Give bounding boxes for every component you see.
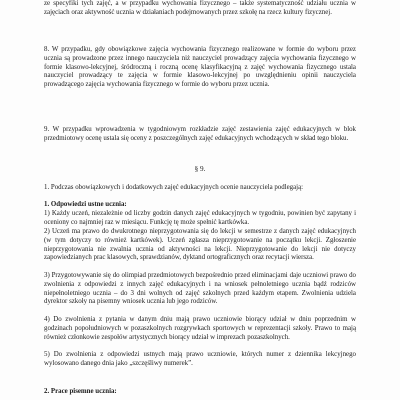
paragraph-9	[44, 126, 356, 144]
paragraph-text: 8. W przypadku, gdy obowiązkowe zajęcia wychowania fizycznego realizowane w formie do wyboru przez ucznia są prowadzone przez innego nauczyciela niż nauczyciel prowadzący zajęcia wychowania fizycznego w formie klasowo-lekcyjnej, śródroczną i roczną ocenę klasyfikacyjną z zajęć wychowania fizycznego ustala nauczyciel prowadzący te zajęcia w formie klasowo-lekcyjnej po uwzględnieniu opinii nauczyciela prowadzącego zajęcia wychowania fizycznego w formie do wyboru przez ucznia.	[44, 46, 356, 89]
item-text: 5) Do zwolnienia z odpowiedzi ustnych mają prawo uczniowie, których numer z dziennika lekcyjnego wylosowano danego dnia jako „szczęśliwy numerek”.	[44, 351, 356, 367]
item-text: 4) Do zwolnienia z pytania w danym dniu mają prawo uczniowie biorący udział w dniu poprzednim w godzinach popołudniowych w pozaszkolnych rozgrywkach sportowych w reprezentacji szkoły. Prawo to mają również członkowie zespołów artystycznych biorący udział w imprezach pozaszkolnych.	[44, 316, 356, 341]
item-4	[44, 316, 356, 342]
subheading-oral-answers	[44, 201, 356, 210]
paragraph-text: ze specyfiki tych zajęć, a w przypadku wychowania fizycznego – także systematyczność udziału ucznia w zajęciach oraz aktywność ucznia w działaniach podejmowanych przez szkołę na rzecz kultury fizycznej.	[44, 0, 356, 16]
item-5	[44, 351, 356, 369]
paragraph-7-continuation	[44, 0, 356, 18]
paragraph-8	[44, 46, 356, 90]
item-2	[44, 228, 356, 263]
subheading-text: 2. Prace pisemne ucznia:	[44, 388, 117, 395]
item-text: 3) Przygotowywanie się do olimpiad przedmiotowych bezpośrednio przed eliminacjami daje uczniowi prawo do zwolnienia z odpowiedzi z innych zajęć edukacyjnych i na wniosek pełnoletniego ucznia bądź rodziców niepełnoletniego ucznia – do 3 dni wolnych od zajęć szkolnych przed każdym etapem. Zwolnienia udziela dyrektor szkoły na pisemny wniosek ucznia lub jego rodziców.	[44, 272, 356, 306]
section-title: § 9.	[194, 165, 206, 173]
item-text: 2) Uczeń ma prawo do dwukrotnego nieprzygotowania się do lekcji w semestrze z danych zajęć edukacyjnych (w tym dotyczy to również kartkówek). Uczeń zgłasza nieprzygotowanie na początku lekcji. Zgłoszenie nieprzygotowania nie zwalnia ucznia od aktywności na lekcji. Nieprzygotowanie do lekcji nie dotyczy zapowiedzianych prac klasowych, sprawdzianów, dyktand ortograficznych oraz recytacji wiersza.	[44, 228, 356, 262]
item-3	[44, 272, 356, 307]
intro-text: 1. Podczas obowiązkowych i dodatkowych zajęć edukacyjnych ocenie nauczyciela podlegają:	[44, 184, 304, 191]
subheading-text: 1. Odpowiedzi ustne ucznia:	[44, 201, 127, 208]
section-intro	[44, 184, 356, 193]
paragraph-text: 9. W przypadku wprowadzenia w tygodniowym rozkładzie zajęć zestawienia zajęć edukacyjnych w blok przedmiotowy ocenę ustala się oceny z poszczególnych zajęć edukacyjnych wchodzących w skład tego bloku.	[44, 126, 356, 142]
item-text: 1) Każdy uczeń, niezależnie od liczby godzin danych zajęć edukacyjnych w tygodniu, powinien być zapytany i oceniony co najmniej raz w miesiącu. Funkcję tę może spełnić kartkówka.	[44, 210, 356, 226]
subheading-written-work	[44, 388, 356, 397]
item-1	[44, 210, 356, 228]
